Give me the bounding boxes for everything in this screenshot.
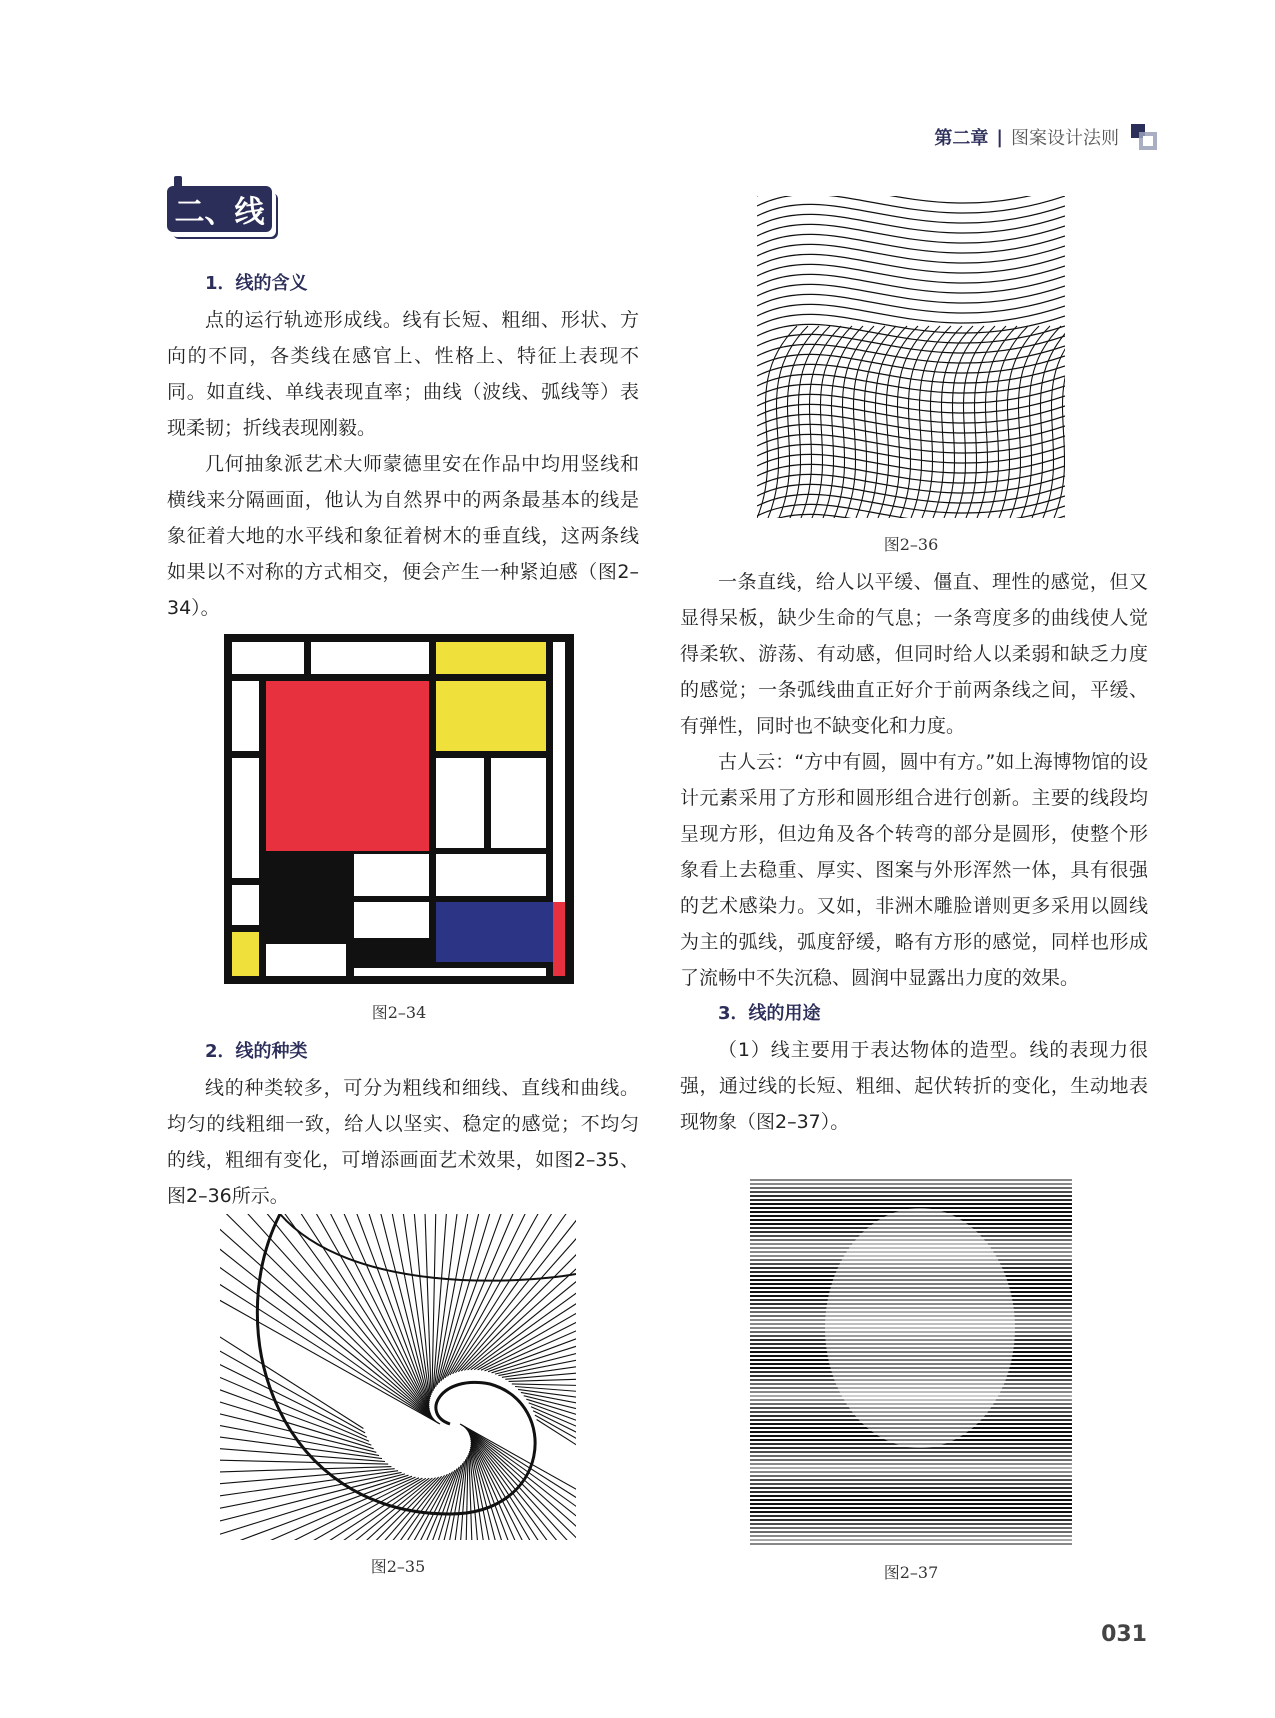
left-column-bottom (167, 1034, 639, 1214)
running-header (934, 124, 1157, 150)
chapter-title: 图案设计法则 (1011, 128, 1119, 149)
figure-2-34-mondrian (224, 634, 574, 984)
section-title: 二、线 (167, 186, 272, 232)
paragraph-line-meaning: 点的运行轨迹形成线。线有长短、粗细、形状、方向的不同，各类线在感官上、性格上、特征上表现不同。如直线、单线表现直率；曲线（波线、弧线等）表现柔韧；折线表现刚毅。 (167, 309, 639, 439)
heading-line-types: 2．线的种类 (205, 1041, 308, 1062)
figure-2-35-line-spiral (220, 1214, 576, 1540)
paragraph-line-types: 线的种类较多，可分为粗线和细线、直线和曲线。均匀的线粗细一致，给人以坚实、稳定的感觉；不均匀的线，粗细有变化，可增添画面艺术效果，如图2–35、图2–36所示。 (167, 1077, 639, 1207)
chapter-label: 第二章 (934, 128, 989, 149)
paragraph-round-square: 古人云：“方中有圆，圆中有方。”如上海博物馆的设计元素采用了方形和圆形组合进行创新。主要的线段均呈现方形，但边角及各个转弯的部分是圆形，使整个形象看上去稳重、厚实、图案与外形浑然一体，具有很强的艺术感染力。又如，非洲木雕脸谱则更多采用以圆线为主的弧线，弧度舒缓，略有方形的感觉，同样也形成了流畅中不失沉稳、圆润中显露出力度的效果。 (680, 751, 1148, 989)
right-column (680, 564, 1148, 1140)
paragraph-line-feelings: 一条直线，给人以平缓、僵直、理性的感觉，但又显得呆板，缺少生命的气息；一条弯度多的曲线使人觉得柔软、游荡、有动感，但同时给人以柔弱和缺乏力度的感觉；一条弧线曲直正好介于前两条线之间，平缓、有弹性，同时也不缺变化和力度。 (680, 571, 1148, 737)
figure-2-37-line-portrait (750, 1178, 1072, 1548)
paragraph-mondrian: 几何抽象派艺术大师蒙德里安在作品中均用竖线和横线来分隔画面，他认为自然界中的两条最基本的线是象征着大地的水平线和象征着树木的垂直线，这两条线如果以不对称的方式相交，便会产生一种紧迫感（图2–34）。 (167, 453, 639, 619)
caption-2-35: 图2–35 (370, 1557, 426, 1576)
caption-2-37: 图2–37 (883, 1563, 939, 1582)
page-number: 031 (1101, 1622, 1147, 1647)
paragraph-line-uses: （1）线主要用于表达物体的造型。线的表现力很强，通过线的长短、粗细、起伏转折的变化，生动地表现物象（图2–37）。 (680, 1039, 1148, 1133)
caption-2-36: 图2–36 (883, 535, 939, 554)
heading-line-meaning: 1．线的含义 (205, 273, 308, 294)
left-column-top (167, 266, 639, 626)
figure-2-36-wave-lines (757, 196, 1065, 518)
heading-line-uses: 3．线的用途 (718, 1003, 821, 1024)
squares-logo-icon (1131, 124, 1157, 150)
header-separator: | (996, 126, 1003, 148)
caption-2-34: 图2–34 (371, 1003, 427, 1022)
